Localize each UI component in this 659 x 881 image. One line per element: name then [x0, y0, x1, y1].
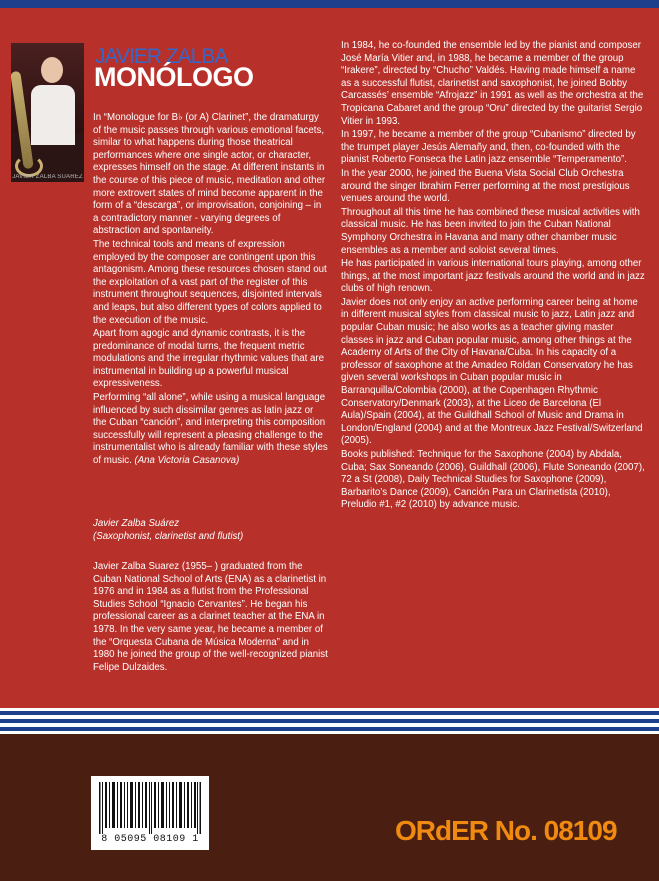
bio-left: Javier Zalba Suarez (1955– ) graduated from the Cuban National School of Arts (ENA) as a clarinetist in 1976 and in 1984 as a flutist from the Professional Studies School “Ignacio Cervantes”. He began his professional career as a clarinet teacher at the ENA in 1978. In the very same year, he became a member of the “Orquesta Cubana de Música Moderna” and in 1980 he joined the group of the well-recognized pianist Felipe Dulzaides. — [93, 561, 328, 673]
bio-paragraph: In 1984, he co-founded the ensemble led by the pianist and composer José María Vitier and, in 1988, he became a member of the group “Irakere”, directed by “Chucho” Valdés. Having made himself a name as a successful flutist, clarinetist and saxophonist, he joined Bobby Carcassés’ ensemble “Afrojazz” in 1991 as well as the orchestra at the Tropicana Cabaret and the group “Oru” directed by the guitarist Sergio Vitier in 1993. — [341, 40, 644, 127]
work-title: MONÓLOGO — [94, 62, 254, 92]
top-blue-bar — [0, 0, 659, 8]
bio-paragraph: Javier does not only enjoy an active performing career being at home in different musical styles from classical music to jazz, Latin jazz and popular Cuban music; he also works as a teacher giving master classes in jazz and Cuban popular music, among other things at the Academy of Arts of the City of Havana/Cuba. In his capacity of a professor of saxophone at the Amadeo Roldan Conservatory he has given several workshops in Cuban popular music in Barranquilla/Colombia (2000), at the Copenhagen Rhythmic Conservatory/Denmark (2003), at the Liceo de Barcelona (El Aula)/Spain (2004), at the Guildhall School of Music and Drama in London/England (2004) and at the Montreux Jazz Festival/Switzerland (2005). — [341, 296, 643, 447]
composer-photo — [11, 43, 84, 182]
barcode — [91, 776, 209, 850]
barcode-bars — [99, 782, 201, 834]
author-role: (Saxophonist, clarinetist and flutist) — [93, 531, 244, 542]
bio-paragraph: Throughout all this time he has combined these musical activities with classical music. He has been invited to join the Cuban National Symphony Orchestra in Havana and many other chamber music ensembles as a member and soloist several times. — [341, 206, 640, 256]
intro-paragraph: Apart from agogic and dynamic contrasts, it is the predominance of modal turns, the frequent metric modulations and the irregular rhythmic values that are instrumental in building up a powerful musical expressiveness. — [93, 328, 325, 390]
author-block — [93, 517, 328, 543]
bio-paragraph: In the year 2000, he joined the Buena Vista Social Club Orchestra around the singer Ibrahim Ferrer performing at the most prestigious venues around the world. — [341, 167, 630, 205]
intro-paragraph: The technical tools and means of expression employed by the composer are contingent upon this antagonism. Among these resources chosen stand out the exploitation of a vast part of the register of this instrument throughout sequences, disjointed intervals and leaps, but also different types of colors applied to the execution of the music. — [93, 238, 327, 326]
intro-credit: (Ana Victoria Casanova) — [134, 455, 240, 467]
bio-right — [341, 40, 647, 513]
author-name: Javier Zalba Suárez — [93, 518, 180, 529]
intro-paragraph — [93, 392, 328, 468]
intro-last: Performing “all alone”, while using a musical language influenced by such dissimilar genres as latin jazz or the Cuban “canción”, and interpreting this composition successfully will represent a pleasing challenge to the instrumentalist who is already familiar with these styles of music. — [93, 392, 328, 467]
composer-name-title: JAVIER ZALBA — [95, 45, 228, 68]
photo-caption: JAVIER ZALBA SUÁREZ — [12, 174, 83, 180]
intro-text — [93, 112, 328, 469]
barcode-number: 8 05095 08109 1 — [101, 834, 199, 845]
bio-paragraph: In 1997, he became a member of the group “Cubanismo” directed by the trumpet player Jesús Alemañy and, then, co-founded with the pianist Roberto Fonseca the Latin jazz ensemble “Temperamento”. — [341, 129, 636, 166]
order-number: ORdER No. 08109 — [395, 815, 617, 846]
bio-paragraph: He has participated in various international tours playing, among other things, at the most important jazz festivals around the world and in jazz clubs of high renown. — [341, 258, 645, 295]
intro-paragraph: In “Monologue for B♭ (or A) Clarinet”, the dramaturgy of the music passes through various emotional facets, similar to what happens during those theatrical performances where one single actor, or character, expresses himself on the stage. At different instants in the course of this piece of music, meditation and other more extrovert states of mind become apparent in the form of a “descarga”, or improvisation, conjoining – in a contradictory manner - varying degrees of abstraction and spontaneity. — [93, 112, 326, 237]
flag-stripes — [0, 708, 659, 734]
bio-paragraph: Books published: Technique for the Saxophone (2004) by Abdala, Cuba; Sax Soneando (2006), Guildhall (2006), Flute Soneando (2007), 72 a St (2008), Daily Technical Studies for Saxophone (2009), Barbarito’s Dance (2009), Canción Para un Clarinetista (2010), Preludio #1, #2 (2010) by advance music. — [341, 449, 645, 511]
